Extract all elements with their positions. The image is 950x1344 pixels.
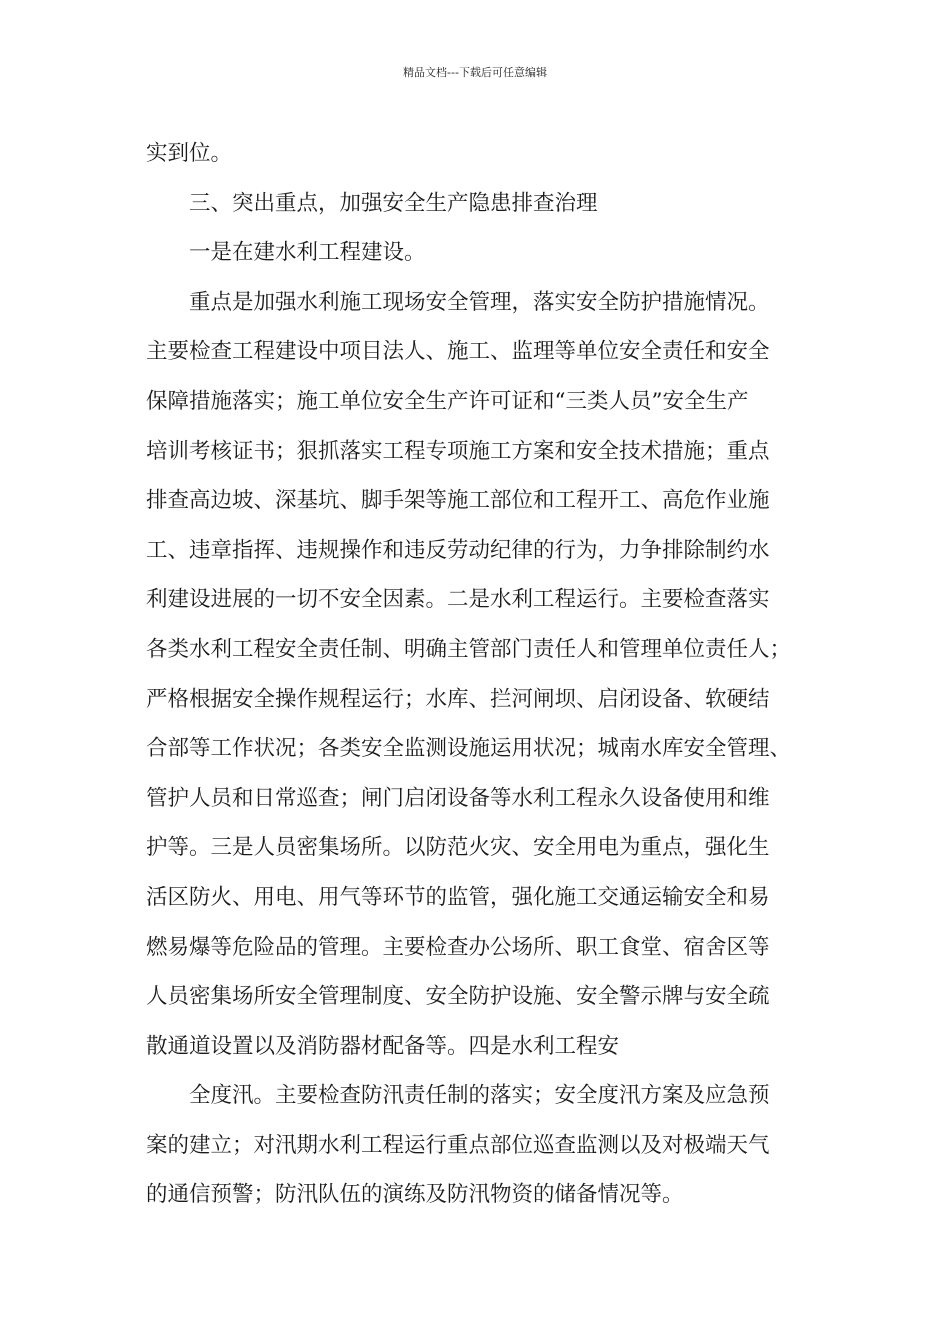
text-line: 管护人员和日常巡查；闸门启闭设备等水利工程永久设备使用和维 — [146, 785, 770, 811]
text-line: 保障措施落实；施工单位安全生产许可证和“三类人员”安全生产 — [146, 388, 749, 414]
section-heading: 三、突出重点，加强安全生产隐患排查治理 — [189, 190, 598, 216]
subsection-heading: 一是在建水利工程建设。 — [189, 240, 426, 266]
text-line: 实到位。 — [146, 141, 233, 166]
page-header: 精品文档---下载后可任意编辑 — [403, 66, 547, 79]
text-line: 排查高边坡、深基坑、脚手架等施工部位和工程开工、高危作业施 — [146, 488, 770, 514]
text-line: 活区防火、用电、用气等环节的监管，强化施工交通运输安全和易 — [146, 884, 770, 910]
text-line: 案的建立；对汛期水利工程运行重点部位巡查监测以及对极端天气 — [146, 1132, 770, 1158]
text-line: 燃易爆等危险品的管理。主要检查办公场所、职工食堂、宿舍区等 — [146, 934, 770, 960]
document-body — [146, 129, 826, 1220]
text-line: 人员密集场所安全管理制度、安全防护设施、安全警示牌与安全疏 — [146, 984, 770, 1010]
text-line: 合部等工作状况；各类安全监测设施运用状况；城南水库安全管理、 — [146, 736, 792, 762]
text-line: 严格根据安全操作规程运行；水库、拦河闸坝、启闭设备、软硬结 — [146, 686, 770, 712]
text-line: 工、违章指挥、违规操作和违反劳动纪律的行为，力争排除制约水 — [146, 537, 770, 563]
text-line: 散通道设置以及消防器材配备等。四是水利工程安 — [146, 1033, 620, 1059]
text-line: 重点是加强水利施工现场安全管理，落实安全防护措施情况。 — [189, 289, 770, 315]
text-line: 全度汛。主要检查防汛责任制的落实；安全度汛方案及应急预 — [189, 1083, 770, 1109]
text-line: 利建设进展的一切不安全因素。二是水利工程运行。主要检查落实 — [146, 587, 770, 613]
text-line: 的通信预警；防汛队伍的演练及防汛物资的储备情况等。 — [146, 1182, 684, 1208]
text-line: 主要检查工程建设中项目法人、施工、监理等单位安全责任和安全 — [146, 339, 770, 365]
text-line: 培训考核证书；狠抓落实工程专项施工方案和安全技术措施；重点 — [146, 438, 770, 464]
text-line: 护等。三是人员密集场所。以防范火灾、安全用电为重点，强化生 — [146, 835, 770, 861]
text-line: 各类水利工程安全责任制、明确主管部门责任人和管理单位责任人； — [146, 636, 792, 662]
